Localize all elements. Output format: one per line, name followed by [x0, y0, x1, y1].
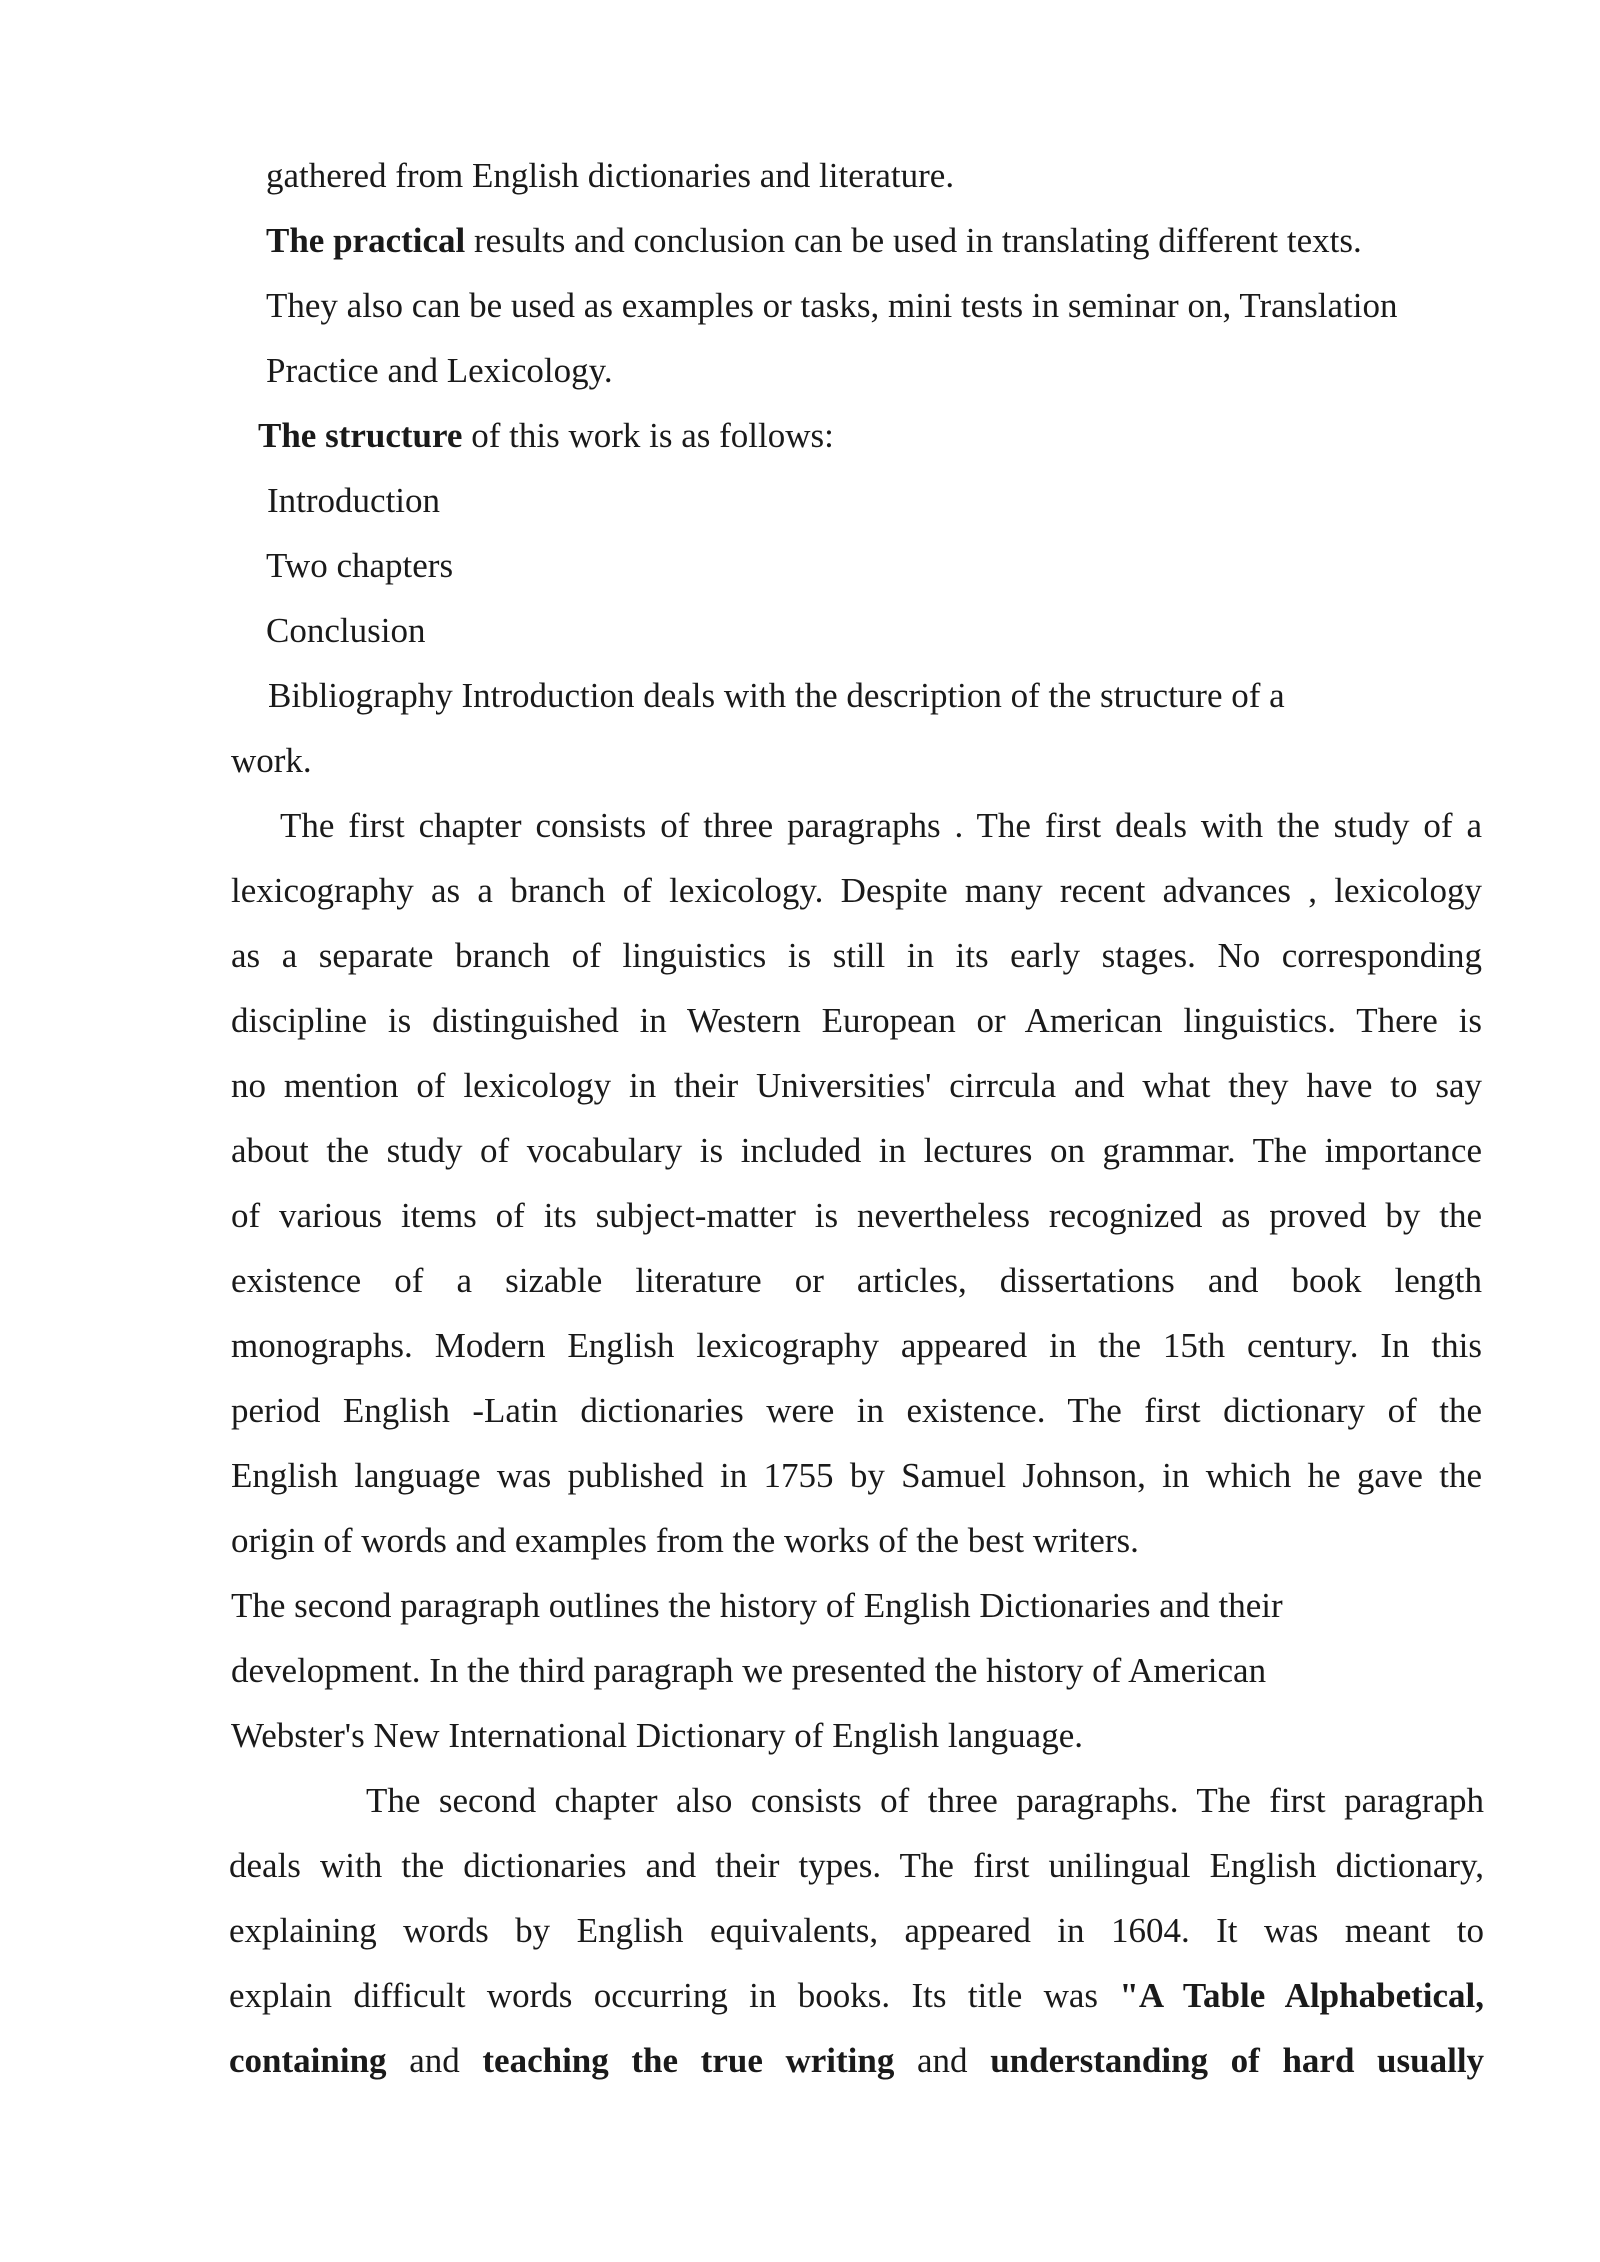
text-line: They also can be used as examples or tasks, mini tests in seminar on, Translation: [266, 286, 1398, 325]
bold-title: understanding of hard usually: [990, 2041, 1485, 2080]
bold-title: "A Table Alphabetical,: [1119, 1976, 1484, 2015]
text-line: [229, 2039, 1484, 2083]
text-line: Practice and Lexicology.: [266, 351, 613, 390]
text-line: The first chapter consists of three paragraphs . The first deals with the study of a: [280, 806, 1482, 845]
text-line: English language was published in 1755 by Samuel Johnson, in which he gave the: [231, 1456, 1482, 1495]
text-line: Bibliography Introduction deals with the description of the structure of a: [268, 676, 1285, 715]
text-line: existence of a sizable literature or articles, dissertations and book length: [231, 1261, 1482, 1300]
text-line: [229, 1974, 1484, 2018]
text-line: monographs. Modern English lexicography appeared in the 15th century. In this: [231, 1326, 1482, 1365]
text-line: discipline is distinguished in Western European or American linguistics. There is: [231, 1001, 1482, 1040]
text-line: origin of words and examples from the works of the best writers.: [231, 1521, 1139, 1560]
bold-title: teaching the true writing: [482, 2041, 895, 2080]
bold-term: The practical: [266, 221, 466, 260]
text-line: of various items of its subject-matter is nevertheless recognized as proved by the: [231, 1196, 1482, 1235]
text-span: and: [409, 2041, 460, 2080]
text-line: [258, 414, 834, 458]
text-line: deals with the dictionaries and their types. The first unilingual English dictionary,: [229, 1846, 1484, 1885]
text-line: The second chapter also consists of three paragraphs. The first paragraph: [366, 1781, 1484, 1820]
text-line: gathered from English dictionaries and literature.: [266, 156, 955, 195]
text-span: of this work is as follows:: [471, 416, 834, 455]
text-line: work.: [231, 741, 312, 780]
text-line: Webster's New International Dictionary of English language.: [231, 1716, 1083, 1755]
text-line: [266, 219, 1362, 263]
text-span: explain difficult words occurring in books. Its title was: [229, 1976, 1099, 2015]
text-line: as a separate branch of linguistics is still in its early stages. No corresponding: [231, 936, 1482, 975]
text-span: results and conclusion can be used in translating different texts.: [474, 221, 1362, 260]
text-line: period English -Latin dictionaries were in existence. The first dictionary of the: [231, 1391, 1482, 1430]
text-line: explaining words by English equivalents, appeared in 1604. It was meant to: [229, 1911, 1484, 1950]
text-line: The second paragraph outlines the history of English Dictionaries and their: [231, 1586, 1283, 1625]
bold-title: containing: [229, 2041, 387, 2080]
structure-item: Introduction: [267, 481, 441, 520]
text-span: and: [917, 2041, 968, 2080]
text-line: about the study of vocabulary is included in lectures on grammar. The importance: [231, 1131, 1482, 1170]
text-line: no mention of lexicology in their Universities' cirrcula and what they have to say: [231, 1066, 1482, 1105]
text-line: development. In the third paragraph we presented the history of American: [231, 1651, 1267, 1690]
bold-term: The structure: [258, 416, 463, 455]
structure-item: Conclusion: [266, 611, 426, 650]
text-line: lexicography as a branch of lexicology. Despite many recent advances , lexicology: [231, 871, 1482, 910]
structure-item: Two chapters: [266, 546, 454, 585]
